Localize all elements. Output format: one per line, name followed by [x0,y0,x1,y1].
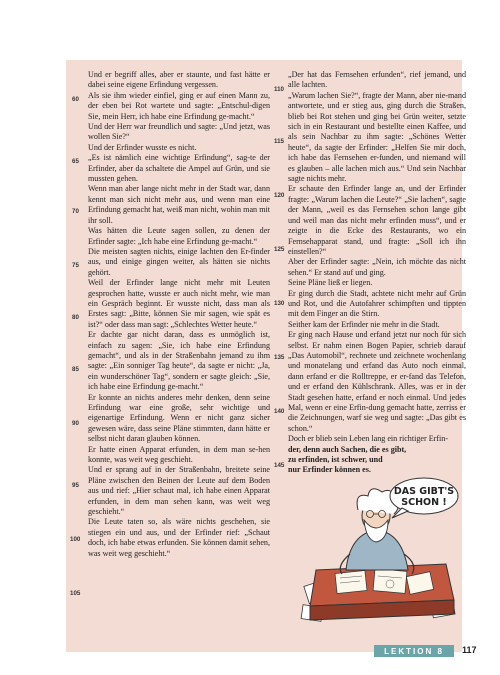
highlight-line: der, denn auch Sachen, die es gibt, [288,444,407,454]
paragraph: Er hatte einen Apparat erfunden, in dem man se-hen konnte, was weit weg geschieht. [88,444,270,465]
line-number: 65 [72,158,79,165]
paragraph: „Warum lachen Sie?“, fragte der Mann, aber nie-mand antwortete, und er stieg aus, ging durch die Straßen, blieb bei Rot stehen und ging bei Grün weiter, setzte sich in ein Restaurant und bestellte einen Kaffee, und als sein Nachbar zu ihm sagte: „Schönes Wetter heute“, da sagte der Erfinder: „Helfen Sie mir doch, ich habe das Fernsehen er-funden, und niemand will es glauben – alle lachen mich aus.“ Und sein Nachbar sagte nichts mehr. [288,90,466,184]
line-number: 100 [70,536,81,543]
paragraph: „Der hat das Fernsehen erfunden“, rief jemand, und alle lachten. [288,70,466,90]
speech-bubble-line: SCHON ! [401,497,447,508]
line-number: 125 [274,246,285,253]
paragraph: Er ging durch die Stadt, achtete nicht mehr auf Grün und Rot, und die Autofahrer schimpften und tippten mit dem Finger an die Stirn. [288,288,466,319]
line-number: 140 [274,408,285,415]
line-number: 145 [274,462,285,469]
paragraph: Und der Herr war freundlich und sagte: „Und jetzt, was wollen Sie?“ [88,122,270,142]
line-number: 120 [274,192,285,199]
highlight-line: nur Erfinder können es. [288,465,371,475]
paragraph: Und der Erfinder wusste es nicht. [88,142,197,152]
highlight-line: zu erfinden, ist schwer, und [288,455,383,465]
paragraph: Was hätten die Leute sagen sollen, zu denen der Erfinder sagte: „Ich habe eine Erfindung ge-macht.“ [88,226,270,246]
paragraph: Doch er blieb sein Leben lang ein richtiger Erfin- [288,434,449,444]
paragraph: Seine Pläne ließ er liegen. [288,278,373,288]
line-number: 110 [274,86,284,93]
line-number: 80 [72,314,79,321]
paragraph: Und er sprang auf in der Straßenbahn, breitete seine Pläne zwischen den Beinen der Leute auf dem Boden aus und rief: „Hier schaut mal, ich habe einen Apparat erfunden, in dem man sehen kann, was weit weg geschieht.“ [88,465,270,517]
line-number: 130 [274,300,285,307]
paragraph: Aber der Erfinder sagte: „Nein, ich möchte das nicht sehen.“ Er stand auf und ging. [288,257,466,277]
line-number: 95 [72,482,79,489]
line-number: 105 [70,590,81,597]
paragraph: Die Leute taten so, als wäre nichts geschehen, sie stiegen ein und aus, und der Erfinder rief: „Schaut doch, ich habe etwas erfunden. Sie können damit sehen, was weit weg geschieht.“ [88,517,270,558]
line-number: 70 [72,208,79,215]
paragraph: „Es ist nämlich eine wichtige Erfindung“, sag-te der Erfinder, aber da schaltete die Ampel auf Grün, und sie mussten gehen. [88,153,270,184]
line-number: 90 [72,420,79,427]
left-text-column [88,70,270,559]
line-number: 135 [274,354,285,361]
paragraph: Er konnte an nichts anderes mehr denken, denn seine Erfindung war eine große, sehr wichtige und eigenartige Erfindung. Wenn er nicht ganz sicher gewesen wäre, dass seine Pläne stimmten, dann hätte er selbst nicht daran glauben können. [88,392,270,444]
line-number: 115 [274,138,284,145]
line-number: 85 [72,366,79,373]
paragraph: Weil der Erfinder lange nicht mehr mit Leuten gesprochen hatte, wusste er auch nicht mehr, wie man ein Gespräch beginnt. Er wusste nicht, dass man als Erstes sagt: „Bitte, können Sie mir sagen, wie spät es ist?“ oder dass man sagt: „Schlechtes Wetter heute.“ [88,278,270,329]
paragraph: Seither kam der Erfinder nie mehr in die Stadt. [288,319,440,329]
paragraph: Die meisten sagten nichts, einige lachten den Er-finder aus, und einige gingen weiter, als hätten sie nichts gehört. [88,246,270,277]
line-number: 75 [72,262,79,269]
paragraph: Als sie ihm wieder einfiel, ging er auf einen Mann zu, der eben bei Rot wartete und sagte: „Entschul-digen Sie, mein Herr, ich habe eine Erfindung ge-macht.“ [88,90,270,121]
paragraph: Wenn man aber lange nicht mehr in der Stadt war, dann kennt man sich nicht mehr aus, und wenn man eine Erfindung gemacht hat, weiß man nicht, wohin man mit ihr soll. [88,184,270,225]
speech-bubble-line: DAS GIBT'S [393,486,455,497]
paragraph: Er schaute den Erfinder lange an, und der Erfinder fragte: „Warum lachen die Leute?“ „Sie lachen“, sagte der Mann, „weil es das Fernsehen schon lange gibt und weil man das nicht mehr erfinden muss“, und er zeigte in die Ecke des Restaurants, wo ein Fernsehapparat stand, und fragte: „Soll ich ihn einstellen?“ [288,184,466,256]
paragraph: Und er begriff alles, aber er staunte, und fast hätte er dabei seine eigene Erfindung vergessen. [88,70,270,90]
paragraph: Er dachte gar nicht daran, dass es unmöglich ist, einfach zu sagen: „Sie, ich habe eine Erfindung gemacht“, und als in der Straßenbahn jemand zu ihm sagte: „Ein sonniger Tag heute“, da sagte er nicht: „Ja, ein wunderschöner Tag“, sondern er sagte gleich: „Sie, ich habe eine Erfindung ge-macht.“ [88,330,270,392]
line-number: 60 [72,96,79,103]
paragraph: Er ging nach Hause und erfand jetzt nur noch für sich selbst. Er nahm einen Bogen Papier, schrieb darauf „Das Automobil“, rechnete und zeichnete wochenlang und monatelang und erfand das Auto noch einmal, dann erfand er die Rolltreppe, er er-fand das Telefon, und er erfand den Kühlschrank. Alles, was er in der Stadt gesehen hatte, erfand er noch einmal. Und jedes Mal, wenn er eine Erfin-dung gemacht hatte, zerriss er die Zeichnungen, warf sie weg und sagte: „Das gibt es schon.“ [288,330,466,433]
lesson-label: LEKTION 8 [374,645,454,657]
page-number: 117 [462,645,477,655]
inventor-illustration [296,474,462,626]
right-text-column [288,70,466,476]
